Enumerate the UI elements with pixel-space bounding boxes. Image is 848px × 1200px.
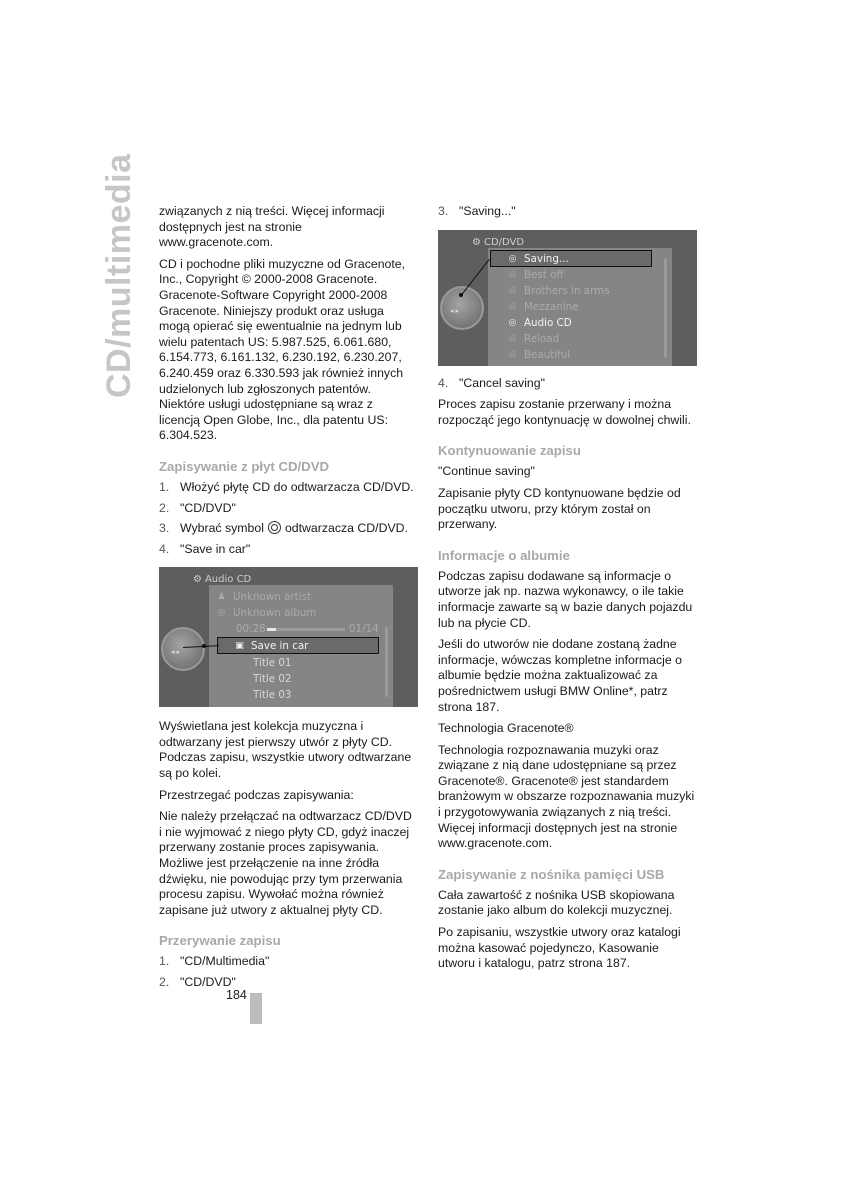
paragraph: Technologia Gracenote® (438, 721, 574, 736)
cd-symbol-icon (268, 521, 281, 534)
paragraph: "Continue saving" (438, 464, 535, 479)
scrollbar[interactable] (385, 627, 388, 697)
album-row: ◎ Unknown album (215, 606, 316, 622)
paragraph: Podczas zapisu dodawane są informacje o utworze jak np. nazwa wykonawcy, o ile takie informacje zawarte są w bazie danych pojazdu lub na płycie CD. (438, 568, 693, 630)
controller-knob-icon: ◂▸ (440, 286, 484, 330)
steps-list (438, 376, 698, 392)
page-number: 184 (226, 988, 247, 1002)
menu-icon: ⚙ (193, 574, 202, 586)
save-icon: ▣ (235, 641, 244, 652)
steps-list (159, 954, 417, 990)
callout-dot (202, 644, 206, 648)
controller-knob-icon: ◂▸ (161, 627, 205, 671)
paragraph: Zapisanie płyty CD kontynuowane będzie od początku utworu, przy którym został on przerwany. (438, 485, 681, 532)
right-column (438, 204, 698, 978)
paragraph: Jeśli do utworów nie dodane zostaną żadne informacje, wówczas kompletne informacje o albumie będzie można zaktualizować za pośrednictwem usługi BMW Online*, patrz strona 187. (438, 637, 682, 714)
screen-title: ⚙ Audio CD (193, 574, 252, 586)
track-item[interactable]: Title 03 (253, 689, 292, 702)
section-heading: Informacje o albumie (438, 547, 570, 563)
list-item: 2. "CD/DVD" (159, 975, 236, 989)
paragraph: Proces zapisu zostanie przerwany i można rozpocząć jego kontynuację w dowolnej chwili. (438, 397, 691, 427)
menu-item-saving[interactable]: ◎ Saving... (506, 252, 569, 268)
disc-icon: ◎ (508, 349, 517, 360)
menu-item[interactable]: ◎ Mezzanine (506, 300, 579, 316)
menu-item[interactable]: ◎ Reload (506, 332, 559, 348)
paragraph: Nie należy przełączać na odtwarzacz CD/DVD i nie wyjmować z niego płyty CD, gdyż inaczej przerwany zostanie proces zapisywania. Możliwe jest przełączenie na inne źródła dźwięku, nie powodując przy tym przerwania procesu zapisu. Wywołać można również zapisane już utwory z aktualnej płyty CD. (159, 809, 412, 917)
list-item: 1. Włożyć płytę CD do odtwarzacza CD/DVD. (159, 479, 414, 494)
list-item: 3. Wybrać symbol odtwarzacza CD/DVD. (159, 521, 408, 536)
page-marker-bar (250, 993, 262, 1024)
save-in-car-item[interactable]: ▣ Save in car (233, 639, 308, 655)
track-item[interactable]: Title 01 (253, 657, 292, 670)
list-item: 4. "Save in car" (159, 541, 251, 556)
track-item[interactable]: Title 02 (253, 673, 292, 686)
disc-icon: ◎ (508, 269, 517, 280)
section-heading: Zapisywanie z nośnika pamięci USB (438, 866, 665, 882)
track-counter: 01/14 (349, 623, 379, 636)
disc-icon: ◎ (508, 317, 517, 328)
disc-icon: ◎ (217, 608, 226, 619)
disc-icon: ◎ (508, 253, 517, 264)
paragraph: Cała zawartość z nośnika USB skopiowana zostanie jako album do kolekcji muzycznej. (438, 887, 675, 918)
left-column (159, 204, 417, 997)
copyright-paragraph: CD i pochodne pliki muzyczne od Gracenote, Inc., Copyright © 2000-2008 Gracenote. Gracenote-Software Copyright 2000-2008 Gracenote. Niniejszy produkt oraz usługa mogą opierać się ewentualnie na jednym lub wielu patentach US: 5.987.525, 6.061.680, 6.154.773, 6.161.132, 6.230.192, 6.230.207, 6.240.459 oraz 6.330.593 jak również innych udzielonych lub zgłoszonych patentów. Niektóre usługi udostępniane są wraz z licencją Open Globe, Inc., dla patentu US: 6.304.523. (159, 256, 406, 443)
paragraph: związanych z nią treści. Więcej informacji dostępnych jest na stronie www.gracenote.com. (159, 204, 385, 250)
screen-title: ⚙ CD/DVD (472, 236, 525, 248)
steps-list (438, 204, 698, 220)
paragraph: Po zapisaniu, wszystkie utwory oraz katalogi można kasować pojedynczo, Kasowanie utworu i katalogu, patrz strona 187. (438, 925, 681, 971)
list-item: 2. "CD/DVD" (159, 500, 236, 515)
scrollbar[interactable] (664, 258, 667, 358)
time-readout: 00:28 (236, 623, 266, 636)
paragraph: Wyświetlana jest kolekcja muzyczna i odtwarzany jest pierwszy utwór z płyty CD. Podczas zapisu, wszystkie utwory odtwarzane są po kolei. (159, 719, 412, 781)
menu-item[interactable]: ◎ Best off (506, 268, 563, 284)
disc-icon: ◎ (508, 285, 517, 296)
paragraph: Technologia rozpoznawania muzyki oraz związane z nią dane udostępniane są przez Gracenote®. Gracenote® jest standardem branżowym w obszarze rozpoznawania muzyki i przygotowywania związanych z nią treści. Więcej informacji dostępnych jest na stronie www.gracenote.com. (438, 742, 695, 851)
paragraph: Przestrzegać podczas zapisywania: (159, 787, 354, 802)
steps-list (159, 480, 417, 557)
menu-icon: ⚙ (472, 236, 481, 248)
callout-dot (459, 293, 463, 297)
menu-item[interactable]: ◎ Beautiful (506, 348, 570, 364)
list-item: 4. "Cancel saving" (438, 375, 545, 390)
menu-item[interactable]: ◎ Audio CD (506, 316, 572, 332)
audio-cd-screen (159, 567, 418, 707)
section-side-title: CD/multimedia (100, 153, 138, 398)
list-item: 1. "CD/Multimedia" (159, 954, 270, 969)
section-heading: Kontynuowanie zapisu (438, 443, 581, 459)
progress-bar (267, 628, 345, 631)
cd-dvd-screen (438, 230, 697, 366)
disc-icon: ◎ (508, 333, 517, 344)
artist-row: ♟ Unknown artist (215, 590, 311, 606)
disc-icon: ◎ (508, 301, 517, 312)
menu-item[interactable]: ◎ Brothers in arms (506, 284, 610, 300)
section-heading: Zapisywanie z płyt CD/DVD (159, 458, 330, 474)
person-icon: ♟ (217, 592, 226, 603)
section-heading: Przerywanie zapisu (159, 933, 281, 949)
list-item: 3. "Saving..." (438, 204, 516, 218)
